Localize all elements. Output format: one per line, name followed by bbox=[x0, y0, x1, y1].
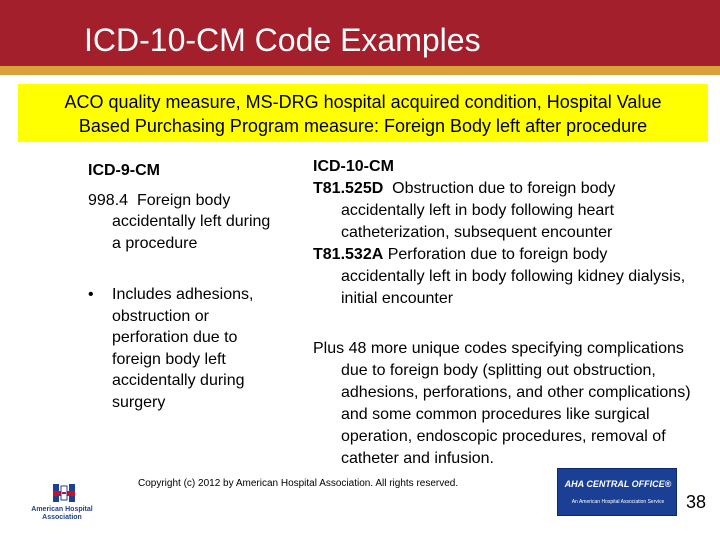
aha-h-logo-icon bbox=[49, 482, 79, 504]
copyright-notice: Copyright (c) 2012 by American Hospital Association. All rights reserved. bbox=[138, 478, 459, 489]
aha-central-office-logo bbox=[557, 468, 677, 516]
aha-logo-left bbox=[25, 482, 99, 528]
icd9-bullet-text: Includes adhesions, obstruction or perforation due to foreign body left accidentally during surgery bbox=[112, 286, 254, 411]
spacer bbox=[313, 310, 693, 338]
page-number: 38 bbox=[686, 492, 707, 512]
title-bar bbox=[0, 0, 720, 66]
highlight-line-1: ACO quality measure, MS-DRG hospital acquired condition, Hospital Value bbox=[64, 92, 662, 112]
icd10-heading: ICD-10-CM bbox=[313, 158, 394, 175]
icd10-code-1: T81.525D bbox=[313, 180, 384, 197]
icd9-desc-first: Foreign body bbox=[136, 191, 231, 209]
highlight-line-2: Based Purchasing Program measure: Foreign Body left after procedure bbox=[78, 116, 648, 136]
icd10-text-1: Obstruction due to foreign body accidentally left in body following heart catheterization, subsequent encounter bbox=[341, 180, 616, 241]
icd9-heading: ICD-9-CM bbox=[88, 162, 160, 179]
icd9-entry bbox=[88, 190, 278, 255]
icd10-entry-2 bbox=[313, 244, 693, 310]
icd10-text-2: Perforation due to foreign body accidentally left in body following kidney dialysis, initial encounter bbox=[341, 246, 686, 307]
bullet-icon: • bbox=[88, 286, 94, 303]
aha-logo-text: American Hospital Association bbox=[31, 506, 93, 521]
icd9-column bbox=[88, 160, 278, 413]
icd10-entry-1 bbox=[313, 178, 693, 244]
icd10-column bbox=[313, 156, 693, 470]
icd10-paragraph: Plus 48 more unique codes specifying complications due to foreign body (splitting out obstruction, adhesions, perforations, and other complications) and some common procedures like surgical operation, endoscopic procedures, removal of catheter and infusion. bbox=[313, 340, 691, 467]
icd9-code: 998.4 bbox=[88, 191, 129, 209]
icd9-desc-rest: accidentally left during a procedure bbox=[112, 213, 271, 252]
icd9-bullet-item bbox=[88, 284, 278, 413]
aha-central-office-subtitle: An American Hospital Association Service bbox=[571, 499, 665, 505]
slide-title: ICD-10-CM Code Examples bbox=[84, 22, 481, 58]
icd10-code-2: T81.532A bbox=[313, 246, 384, 263]
accent-divider bbox=[0, 66, 720, 75]
aha-central-office-title: AHA CENTRAL OFFICE® bbox=[564, 479, 672, 489]
highlight-box bbox=[18, 84, 708, 142]
